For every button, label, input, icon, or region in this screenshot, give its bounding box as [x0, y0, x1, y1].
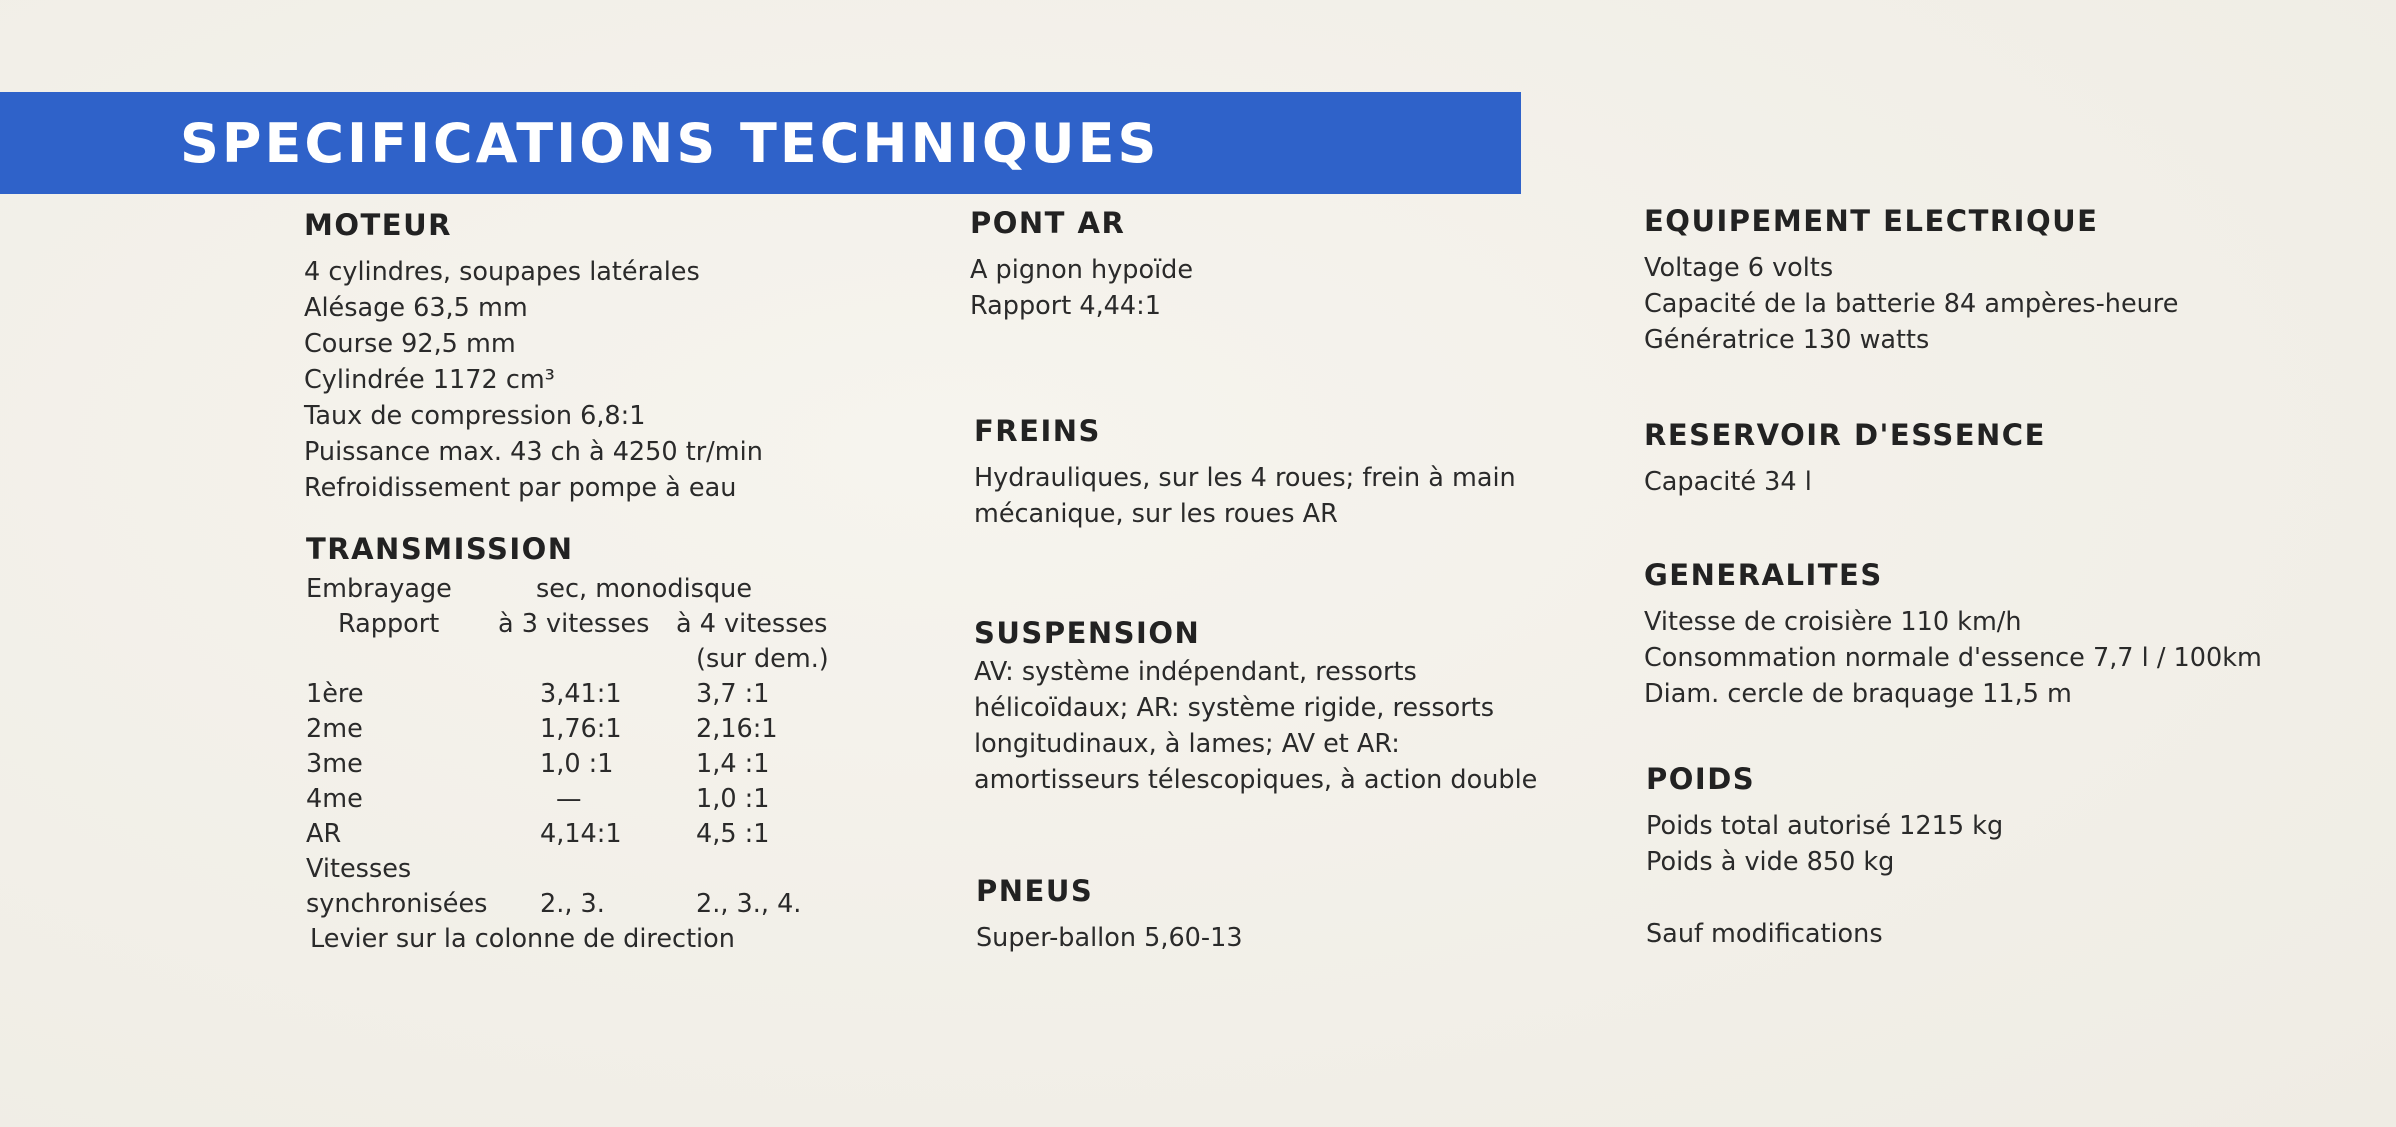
- section-freins: [974, 414, 1516, 532]
- gear-label: 2me: [306, 714, 363, 744]
- poids-note: Sauf modifications: [1646, 919, 1883, 949]
- moteur-line: Taux de compression 6,8:1: [304, 401, 646, 431]
- freins-line: Hydrauliques, sur les 4 roues; frein à main: [974, 463, 1516, 493]
- moteur-line: 4 cylindres, soupapes latérales: [304, 257, 700, 287]
- sync-row: [306, 889, 802, 919]
- poids-heading: POIDS: [1646, 762, 1756, 796]
- freins-line: mécanique, sur les roues AR: [974, 499, 1338, 529]
- rapport-label: Rapport: [338, 609, 440, 639]
- vitesses-row: [306, 854, 411, 884]
- section-reservoir: [1644, 418, 2046, 500]
- gear-label: 4me: [306, 784, 363, 814]
- electrique-line: Génératrice 130 watts: [1644, 325, 1930, 355]
- reservoir-line: Capacité 34 l: [1644, 467, 1812, 497]
- generalites-line: Vitesse de croisière 110 km/h: [1644, 607, 2022, 637]
- poids-line: Poids total autorisé 1215 kg: [1646, 811, 2004, 841]
- col4-sub: (sur dem.): [696, 644, 829, 674]
- sync-v3: 2., 3.: [540, 889, 605, 919]
- pont-line: Rapport 4,44:1: [970, 291, 1161, 321]
- generalites-line: Consommation normale d'essence 7,7 l / 100km: [1644, 643, 2262, 673]
- suspension-line: amortisseurs télescopiques, à action double: [974, 765, 1538, 795]
- levier-line: Levier sur la colonne de direction: [310, 924, 735, 954]
- pont-line: A pignon hypoïde: [970, 255, 1194, 285]
- gear-row: [306, 714, 778, 744]
- gear-ratio-4: 1,0 :1: [696, 784, 770, 814]
- moteur-line: Cylindrée 1172 cm³: [304, 365, 555, 395]
- section-generalites: [1644, 558, 2262, 712]
- suspension-line: hélicoïdaux; AR: système rigide, ressorts: [974, 693, 1495, 723]
- embrayage-value: sec, monodisque: [536, 574, 753, 604]
- col4-header: à 4 vitesses: [676, 609, 828, 639]
- vitesses-label: Vitesses: [306, 854, 412, 884]
- title-banner: [0, 92, 1521, 194]
- gear-row: [306, 679, 770, 709]
- electrique-heading: EQUIPEMENT ELECTRIQUE: [1644, 204, 2099, 238]
- gear-ratio-4: 3,7 :1: [696, 679, 770, 709]
- gear-ratio-4: 2,16:1: [696, 714, 778, 744]
- reservoir-heading: RESERVOIR D'ESSENCE: [1644, 418, 2046, 452]
- gear-label: 3me: [306, 749, 363, 779]
- suspension-heading: SUSPENSION: [974, 616, 1201, 650]
- electrique-line: Voltage 6 volts: [1644, 253, 1834, 283]
- section-moteur: [304, 208, 763, 506]
- gear-label: 1ère: [306, 679, 364, 709]
- moteur-line: Alésage 63,5 mm: [304, 293, 528, 323]
- freins-heading: FREINS: [974, 414, 1101, 448]
- section-poids: [1646, 762, 2003, 952]
- page-title: SPECIFICATIONS TECHNIQUES: [180, 112, 1160, 175]
- sync-v4: 2., 3., 4.: [696, 889, 802, 919]
- section-transmission: [306, 532, 866, 972]
- gear-ratio-3: 1,76:1: [540, 714, 622, 744]
- col3-header: à 3 vitesses: [498, 609, 650, 639]
- generalites-line: Diam. cercle de braquage 11,5 m: [1644, 679, 2072, 709]
- transmission-heading: TRANSMISSION: [306, 532, 574, 566]
- electrique-line: Capacité de la batterie 84 ampères-heure: [1644, 289, 2179, 319]
- moteur-heading: MOTEUR: [304, 208, 452, 242]
- section-pneus: [976, 874, 1243, 956]
- pneus-line: Super-ballon 5,60-13: [976, 923, 1243, 953]
- suspension-line: AV: système indépendant, ressorts: [974, 657, 1417, 687]
- embrayage-row: [306, 574, 753, 604]
- gear-ratio-4: 4,5 :1: [696, 819, 770, 849]
- moteur-line: Refroidissement par pompe à eau: [304, 473, 737, 503]
- generalites-heading: GENERALITES: [1644, 558, 1883, 592]
- pneus-heading: PNEUS: [976, 874, 1094, 908]
- section-pont: [970, 206, 1193, 324]
- gear-row: [306, 749, 770, 779]
- pont-heading: PONT AR: [970, 206, 1126, 240]
- gear-label: AR: [306, 819, 342, 849]
- sync-label: synchronisées: [306, 889, 488, 919]
- gear-ratio-3: 3,41:1: [540, 679, 622, 709]
- section-suspension: [974, 616, 1537, 798]
- gear-ratio-3: 4,14:1: [540, 819, 622, 849]
- suspension-line: longitudinaux, à lames; AV et AR:: [974, 729, 1400, 759]
- moteur-line: Course 92,5 mm: [304, 329, 516, 359]
- moteur-line: Puissance max. 43 ch à 4250 tr/min: [304, 437, 763, 467]
- section-electrique: [1644, 204, 2178, 358]
- gear-row: [306, 784, 770, 814]
- gear-ratio-3: 1,0 :1: [540, 749, 614, 779]
- embrayage-label: Embrayage: [306, 574, 452, 604]
- gear-row: [306, 819, 770, 849]
- gear-ratio-3: —: [556, 784, 582, 814]
- poids-line: Poids à vide 850 kg: [1646, 847, 1895, 877]
- gear-ratio-4: 1,4 :1: [696, 749, 770, 779]
